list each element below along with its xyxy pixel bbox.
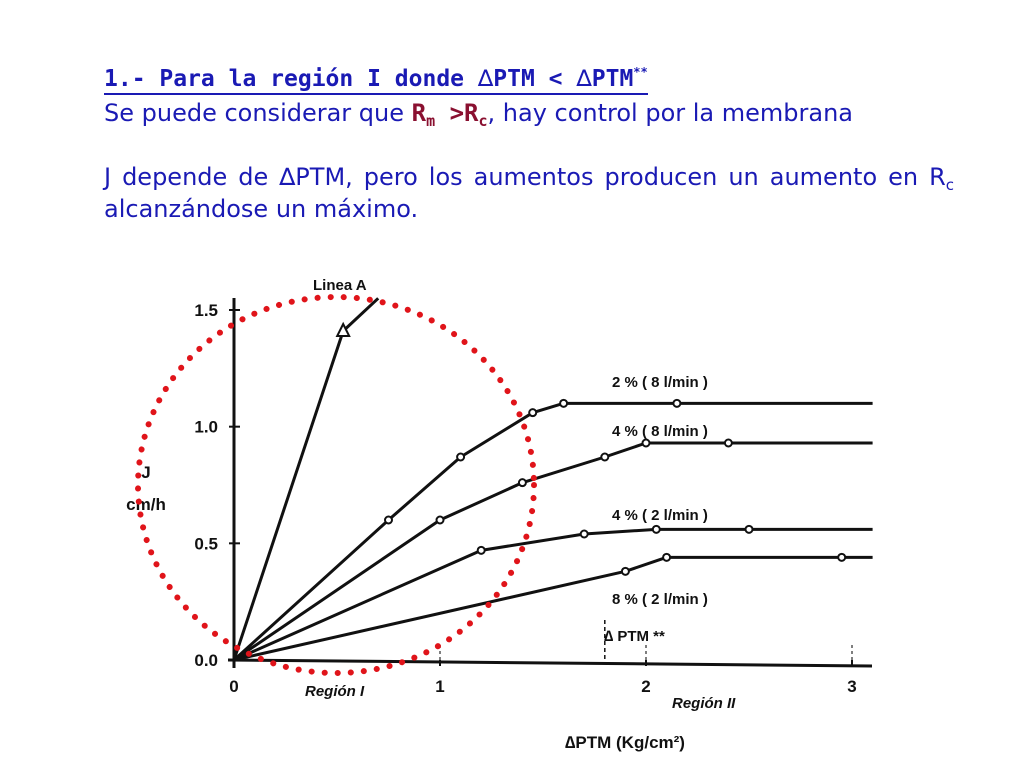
y-tick-label: 1.0 — [194, 417, 218, 437]
heading-stars: ** — [633, 65, 648, 79]
delta-symbol: ∆ — [477, 66, 494, 92]
para2-text-b: alcanzándose un máximo. — [104, 195, 419, 223]
x-axis-title: ∆PTM (Kg/cm²) — [565, 733, 685, 752]
rm-subscript: m — [426, 112, 436, 130]
x-tick-label: 1 — [435, 677, 445, 696]
series-label: 4 % ( 8 l/min ) — [612, 423, 708, 440]
para1-text-a: Se puede considerar que — [104, 99, 412, 127]
data-point — [673, 400, 680, 407]
region-2-label: Región II — [672, 695, 736, 712]
x-tick-label: 3 — [847, 677, 857, 696]
region-1-label: Región I — [305, 683, 365, 700]
y-axis-title-line1: J — [141, 463, 151, 482]
x-tick-label: 0 — [229, 677, 239, 696]
heading-ptm-2: PTM — [591, 66, 634, 92]
heading-text: 1.- Para la región I donde — [104, 66, 478, 92]
delta-symbol: ∆ — [576, 66, 592, 92]
series-line-3 — [234, 443, 873, 660]
rc-subscript: c — [478, 112, 488, 130]
data-point — [457, 454, 464, 461]
data-point — [529, 409, 536, 416]
y-tick-label: 0.5 — [194, 534, 218, 554]
y-axis-title-line2: cm/h — [126, 495, 166, 514]
data-point — [838, 554, 845, 561]
data-point — [643, 440, 650, 447]
x-tick-label: 2 — [641, 677, 651, 696]
dptm-marker-label: ∆ PTM ** — [604, 628, 665, 645]
data-point — [746, 526, 753, 533]
y-tick-label: 1.5 — [194, 301, 218, 320]
series-label: 2 % ( 8 l/min ) — [612, 374, 708, 391]
rm-letter: R — [411, 99, 427, 127]
data-point — [560, 400, 567, 407]
data-point — [385, 517, 392, 524]
data-point — [437, 517, 444, 524]
para2-text-a: J depende de ∆PTM, pero los aumentos producen un aumento en R — [104, 163, 946, 191]
line-a-label: Linea A — [313, 277, 367, 294]
series-label: 4 % ( 2 l/min ) — [612, 507, 708, 524]
gt-rc-term: >R — [435, 99, 479, 127]
data-point — [663, 554, 670, 561]
heading-ptm-1: PTM < — [493, 66, 577, 92]
data-point — [653, 526, 660, 533]
data-point — [478, 547, 485, 554]
y-tick-label: 0.0 — [194, 651, 218, 670]
data-point — [581, 531, 588, 538]
series-label: 8 % ( 2 l/min ) — [612, 591, 708, 608]
para1-text-b: , hay control por la membrana — [487, 99, 854, 127]
rc-subscript: c — [945, 176, 954, 194]
data-point — [519, 479, 526, 486]
data-point — [601, 454, 608, 461]
x-axis-line — [228, 660, 872, 666]
chart-series — [234, 298, 873, 660]
data-point — [622, 568, 629, 575]
data-point — [725, 440, 732, 447]
